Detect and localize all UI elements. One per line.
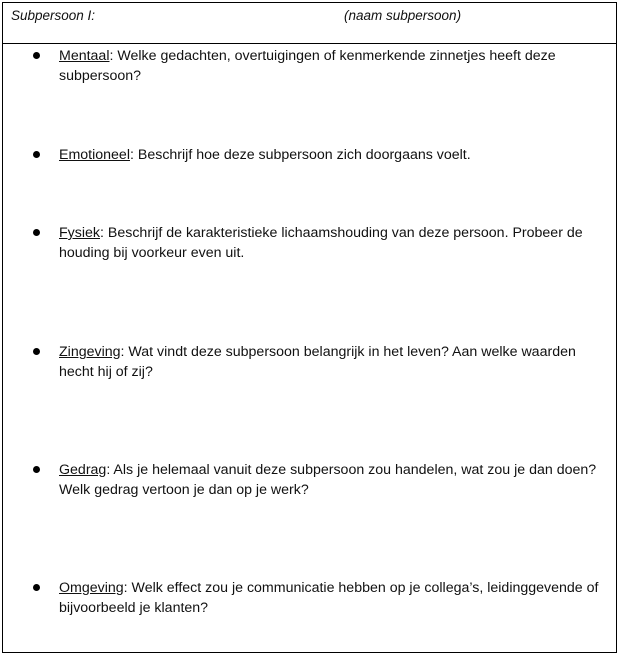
- questions-cell: [3, 44, 616, 652]
- subpersoon-form-table: [2, 2, 617, 653]
- item-text: : Welk effect zou je communicatie hebben op je collega’s, leidinggevende of bijvoorbeeld je klanten?: [59, 580, 599, 616]
- list-item-gedrag: [59, 460, 609, 500]
- item-text: : Welke gedachten, overtuigingen of kenmerkende zinnetjes heeft deze subpersoon?: [59, 48, 556, 84]
- header-row: [3, 3, 616, 44]
- list-item-emotioneel: [59, 145, 609, 165]
- list-item-fysiek: [59, 223, 609, 263]
- item-term: Zingeving: [59, 344, 121, 360]
- bullet-icon: [33, 151, 40, 158]
- item-term: Fysiek: [59, 225, 100, 241]
- bullet-icon: [33, 229, 40, 236]
- list-item-omgeving: [59, 578, 609, 618]
- item-term: Gedrag: [59, 462, 107, 478]
- bullet-icon: [33, 52, 40, 59]
- item-text: : Wat vindt deze subpersoon belangrijk in het leven? Aan welke waarden hecht hij of zij?: [59, 344, 576, 380]
- list-item-zingeving: [59, 342, 609, 382]
- name-placeholder: (naam subpersoon): [344, 8, 462, 23]
- item-text: : Als je helemaal vanuit deze subpersoon zou handelen, wat zou je dan doen? Welk gedrag vertoon je dan op je werk?: [59, 462, 597, 498]
- item-text: : Beschrijf de karakteristieke lichaamshouding van deze persoon. Probeer de houding bij voorkeur even uit.: [59, 225, 583, 261]
- item-term: Mentaal: [59, 48, 110, 64]
- item-text: : Beschrijf hoe deze subpersoon zich doorgaans voelt.: [129, 147, 471, 163]
- item-term: Emotioneel: [59, 147, 130, 163]
- subpersoon-label: Subpersoon I:: [11, 8, 96, 23]
- bullet-icon: [33, 466, 40, 473]
- bullet-icon: [33, 348, 40, 355]
- item-term: Omgeving: [59, 580, 124, 596]
- bullet-icon: [33, 584, 40, 591]
- list-item-mentaal: [59, 46, 609, 86]
